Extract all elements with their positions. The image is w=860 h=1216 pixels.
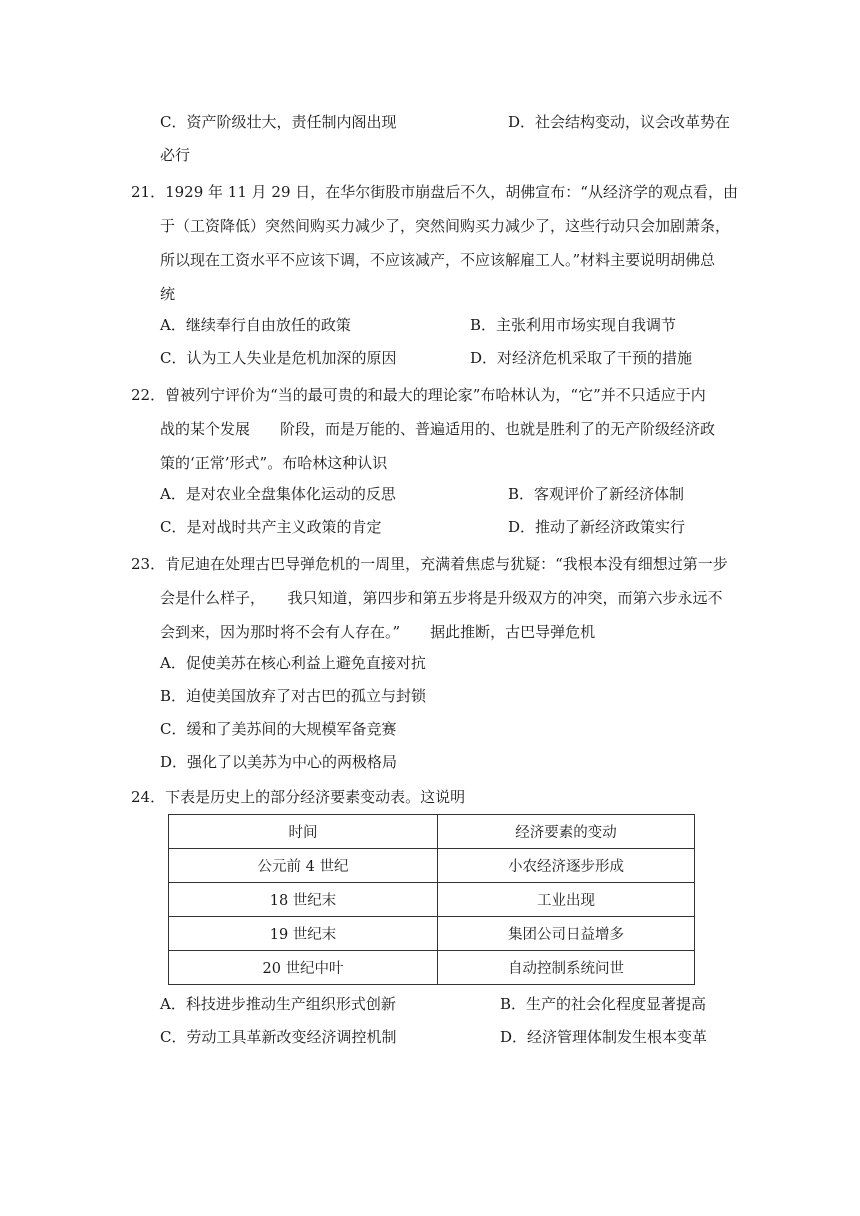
table-row: [169, 883, 695, 917]
table-header-change: 经济要素的变动: [438, 815, 695, 849]
question-24-stem: 24．下表是历史上的部分经济要素变动表。这说明: [131, 788, 466, 806]
question-24-option-d: D．经济管理体制发生根本变革: [500, 1028, 708, 1046]
question-23-option-d: D．强化了以美苏为中心的两极格局: [160, 753, 398, 771]
question-22-option-c: C．是对战时共产主义政策的肯定: [160, 518, 382, 536]
table-cell-change: 工业出现: [438, 883, 695, 917]
table-header-row: [169, 815, 695, 849]
question-23-line-3: 会到来，因为那时将不会有人存在。” 据此推断，古巴导弹危机: [160, 623, 596, 641]
question-23-option-a: A．促使美苏在核心利益上避免直接对抗: [160, 654, 426, 672]
table-cell-time: 19 世纪末: [169, 917, 438, 951]
question-23-option-b: B．迫使美国放弃了对古巴的孤立与封锁: [160, 687, 427, 705]
table-row: [169, 951, 695, 985]
economic-factors-table: [168, 814, 695, 985]
table-cell-change: 集团公司日益增多: [438, 917, 695, 951]
question-22-line-1: 22．曾被列宁评价为“当的最可贵的和最大的理论家”布哈林认为，“它”并不只适应于内: [131, 386, 706, 404]
table-cell-time: 公元前 4 世纪: [169, 849, 438, 883]
question-24-option-a: A．科技进步推动生产组织形式创新: [160, 995, 396, 1013]
question-21-option-d: D．对经济危机采取了干预的措施: [470, 349, 693, 367]
table-header-time: 时间: [169, 815, 438, 849]
question-22-option-b: B．客观评价了新经济体制: [508, 485, 685, 503]
question-22-option-d: D．推动了新经济政策实行: [508, 518, 686, 536]
question-21-option-a: A．继续奉行自由放任的政策: [160, 316, 351, 334]
question-21-line-3: 所以现在工资水平不应该下调，不应该减产，不应该解雇工人。”材料主要说明胡佛总: [160, 251, 716, 269]
question-23-line-2: 会是什么样子， 我只知道，第四步和第五步将是升级双方的冲突，而第六步永远不: [160, 589, 723, 607]
question-21-option-b: B．主张利用市场实现自我调节: [470, 316, 677, 334]
question-24-option-c: C．劳动工具革新改变经济调控机制: [160, 1028, 397, 1046]
table-row: [169, 849, 695, 883]
table-cell-time: 18 世纪末: [169, 883, 438, 917]
q20-option-d-continued: 必行: [160, 146, 191, 164]
question-21-option-c: C．认为工人失业是危机加深的原因: [160, 349, 397, 367]
question-23-line-1: 23．肯尼迪在处理古巴导弹危机的一周里，充满着焦虑与犹疑：“我根本没有细想过第一步: [131, 555, 728, 573]
question-22-option-a: A．是对农业全盘集体化运动的反思: [160, 485, 396, 503]
table-cell-change: 自动控制系统问世: [438, 951, 695, 985]
table-row: [169, 917, 695, 951]
question-23-stem: [131, 547, 731, 649]
question-24-option-b: B．生产的社会化程度显著提高: [500, 995, 707, 1013]
question-21-line-2: 于（工资降低）突然间购买力减少了，突然间购买力减少了，这些行动只会加剧萧条，: [160, 217, 731, 235]
table-cell-time: 20 世纪中叶: [169, 951, 438, 985]
question-21-line-1: 21．1929 年 11 月 29 日，在华尔街股市崩盘后不久，胡佛宣布：“从经济学的观点看，由: [131, 183, 738, 201]
question-21-stem: [131, 175, 738, 311]
question-22-line-3: 策的‘正常’形式”。布哈林这种认识: [160, 454, 388, 472]
question-22-stem: [131, 378, 731, 480]
question-23-option-c: C．缓和了美苏间的大规模军备竞赛: [160, 720, 397, 738]
table-cell-change: 小农经济逐步形成: [438, 849, 695, 883]
question-22-line-2: 战的某个发展 阶段，而是万能的、普遍适用的、也就是胜利了的无产阶级经济政: [160, 420, 716, 438]
question-21-line-4: 统: [160, 285, 176, 303]
q20-option-d: D．社会结构变动，议会改革势在: [508, 113, 731, 131]
q20-option-c: C．资产阶级壮大，责任制内阁出现: [160, 113, 397, 131]
